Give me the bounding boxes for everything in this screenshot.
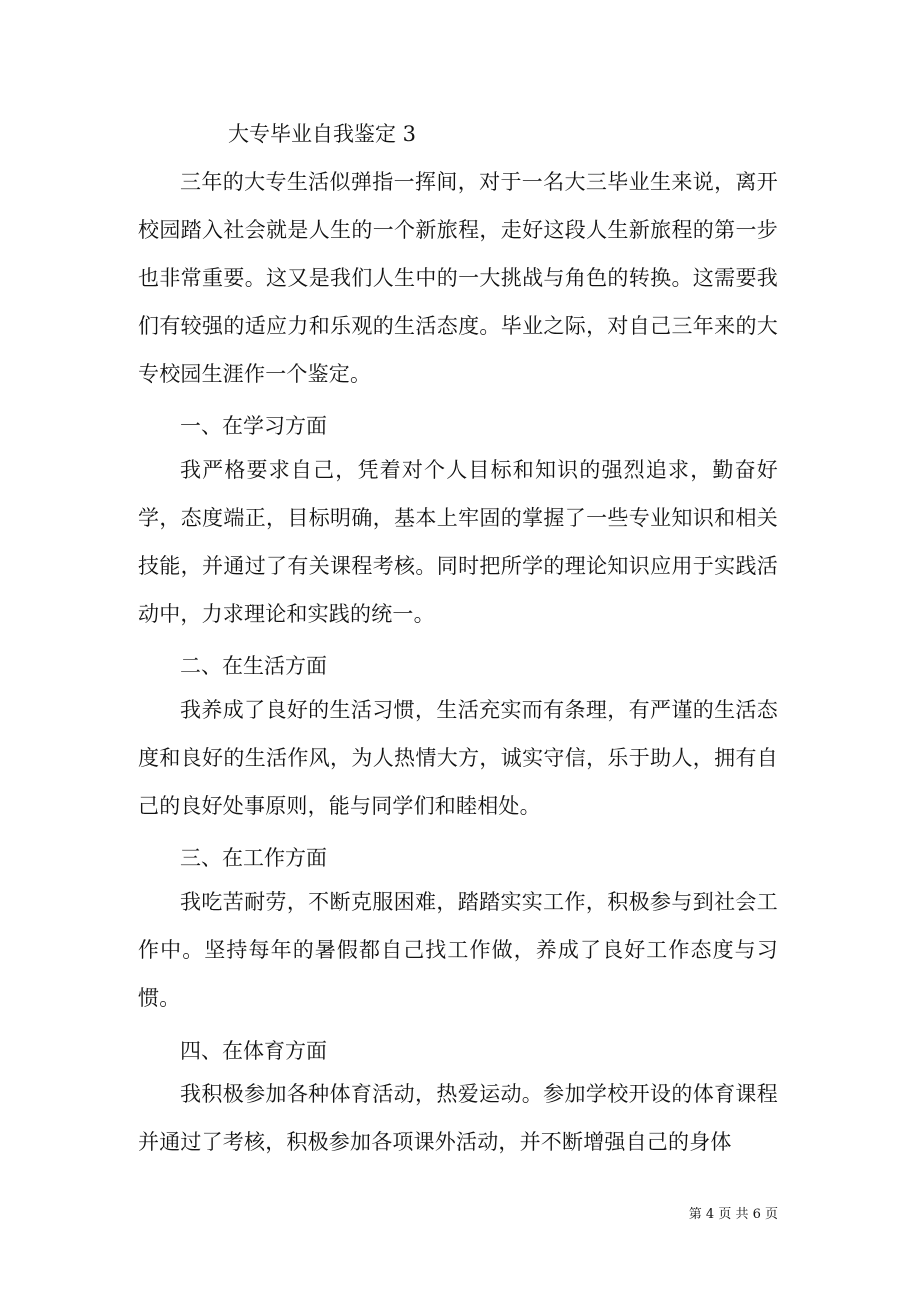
- section-heading-work: 三、在工作方面: [180, 846, 327, 870]
- section-heading-sports: 四、在体育方面: [180, 1039, 327, 1063]
- page-number-footer: 第 4 页 共 6 页: [688, 1207, 778, 1222]
- intro-paragraph: 三年的大专生活似弹指一挥间，对于一名大三毕业生来说，离开校园踏入社会就是人生的一个新旅程，走好这段人生新旅程的第一步也非常重要。这又是我们人生中的一大挑战与角色的转换。这需要我们有较强的适应力和乐观的生活态度。毕业之际，对自己三年来的大专校园生涯作一个鉴定。: [138, 170, 778, 386]
- section-heading-life: 二、在生活方面: [180, 654, 327, 678]
- section-paragraph-work: 我吃苦耐劳，不断克服困难，踏踏实实工作，积极参与到社会工作中。坚持每年的暑假都自己找工作做，养成了良好工作态度与习惯。: [138, 890, 778, 1010]
- section-paragraph-sports: 我积极参加各种体育活动，热爱运动。参加学校开设的体育课程并通过了考核，积极参加各项课外活动，并不断增强自己的身体: [138, 1082, 778, 1154]
- section-paragraph-life: 我养成了良好的生活习惯，生活充实而有条理，有严谨的生活态度和良好的生活作风，为人热情大方，诚实守信，乐于助人，拥有自己的良好处事原则，能与同学们和睦相处。: [138, 698, 778, 818]
- section-heading-study: 一、在学习方面: [180, 414, 327, 438]
- document-title: 大专毕业自我鉴定 3: [228, 122, 417, 146]
- section-paragraph-study: 我严格要求自己，凭着对个人目标和知识的强烈追求，勤奋好学，态度端正，目标明确，基本上牢固的掌握了一些专业知识和相关技能，并通过了有关课程考核。同时把所学的理论知识应用于实践活动中，力求理论和实践的统一。: [138, 458, 778, 626]
